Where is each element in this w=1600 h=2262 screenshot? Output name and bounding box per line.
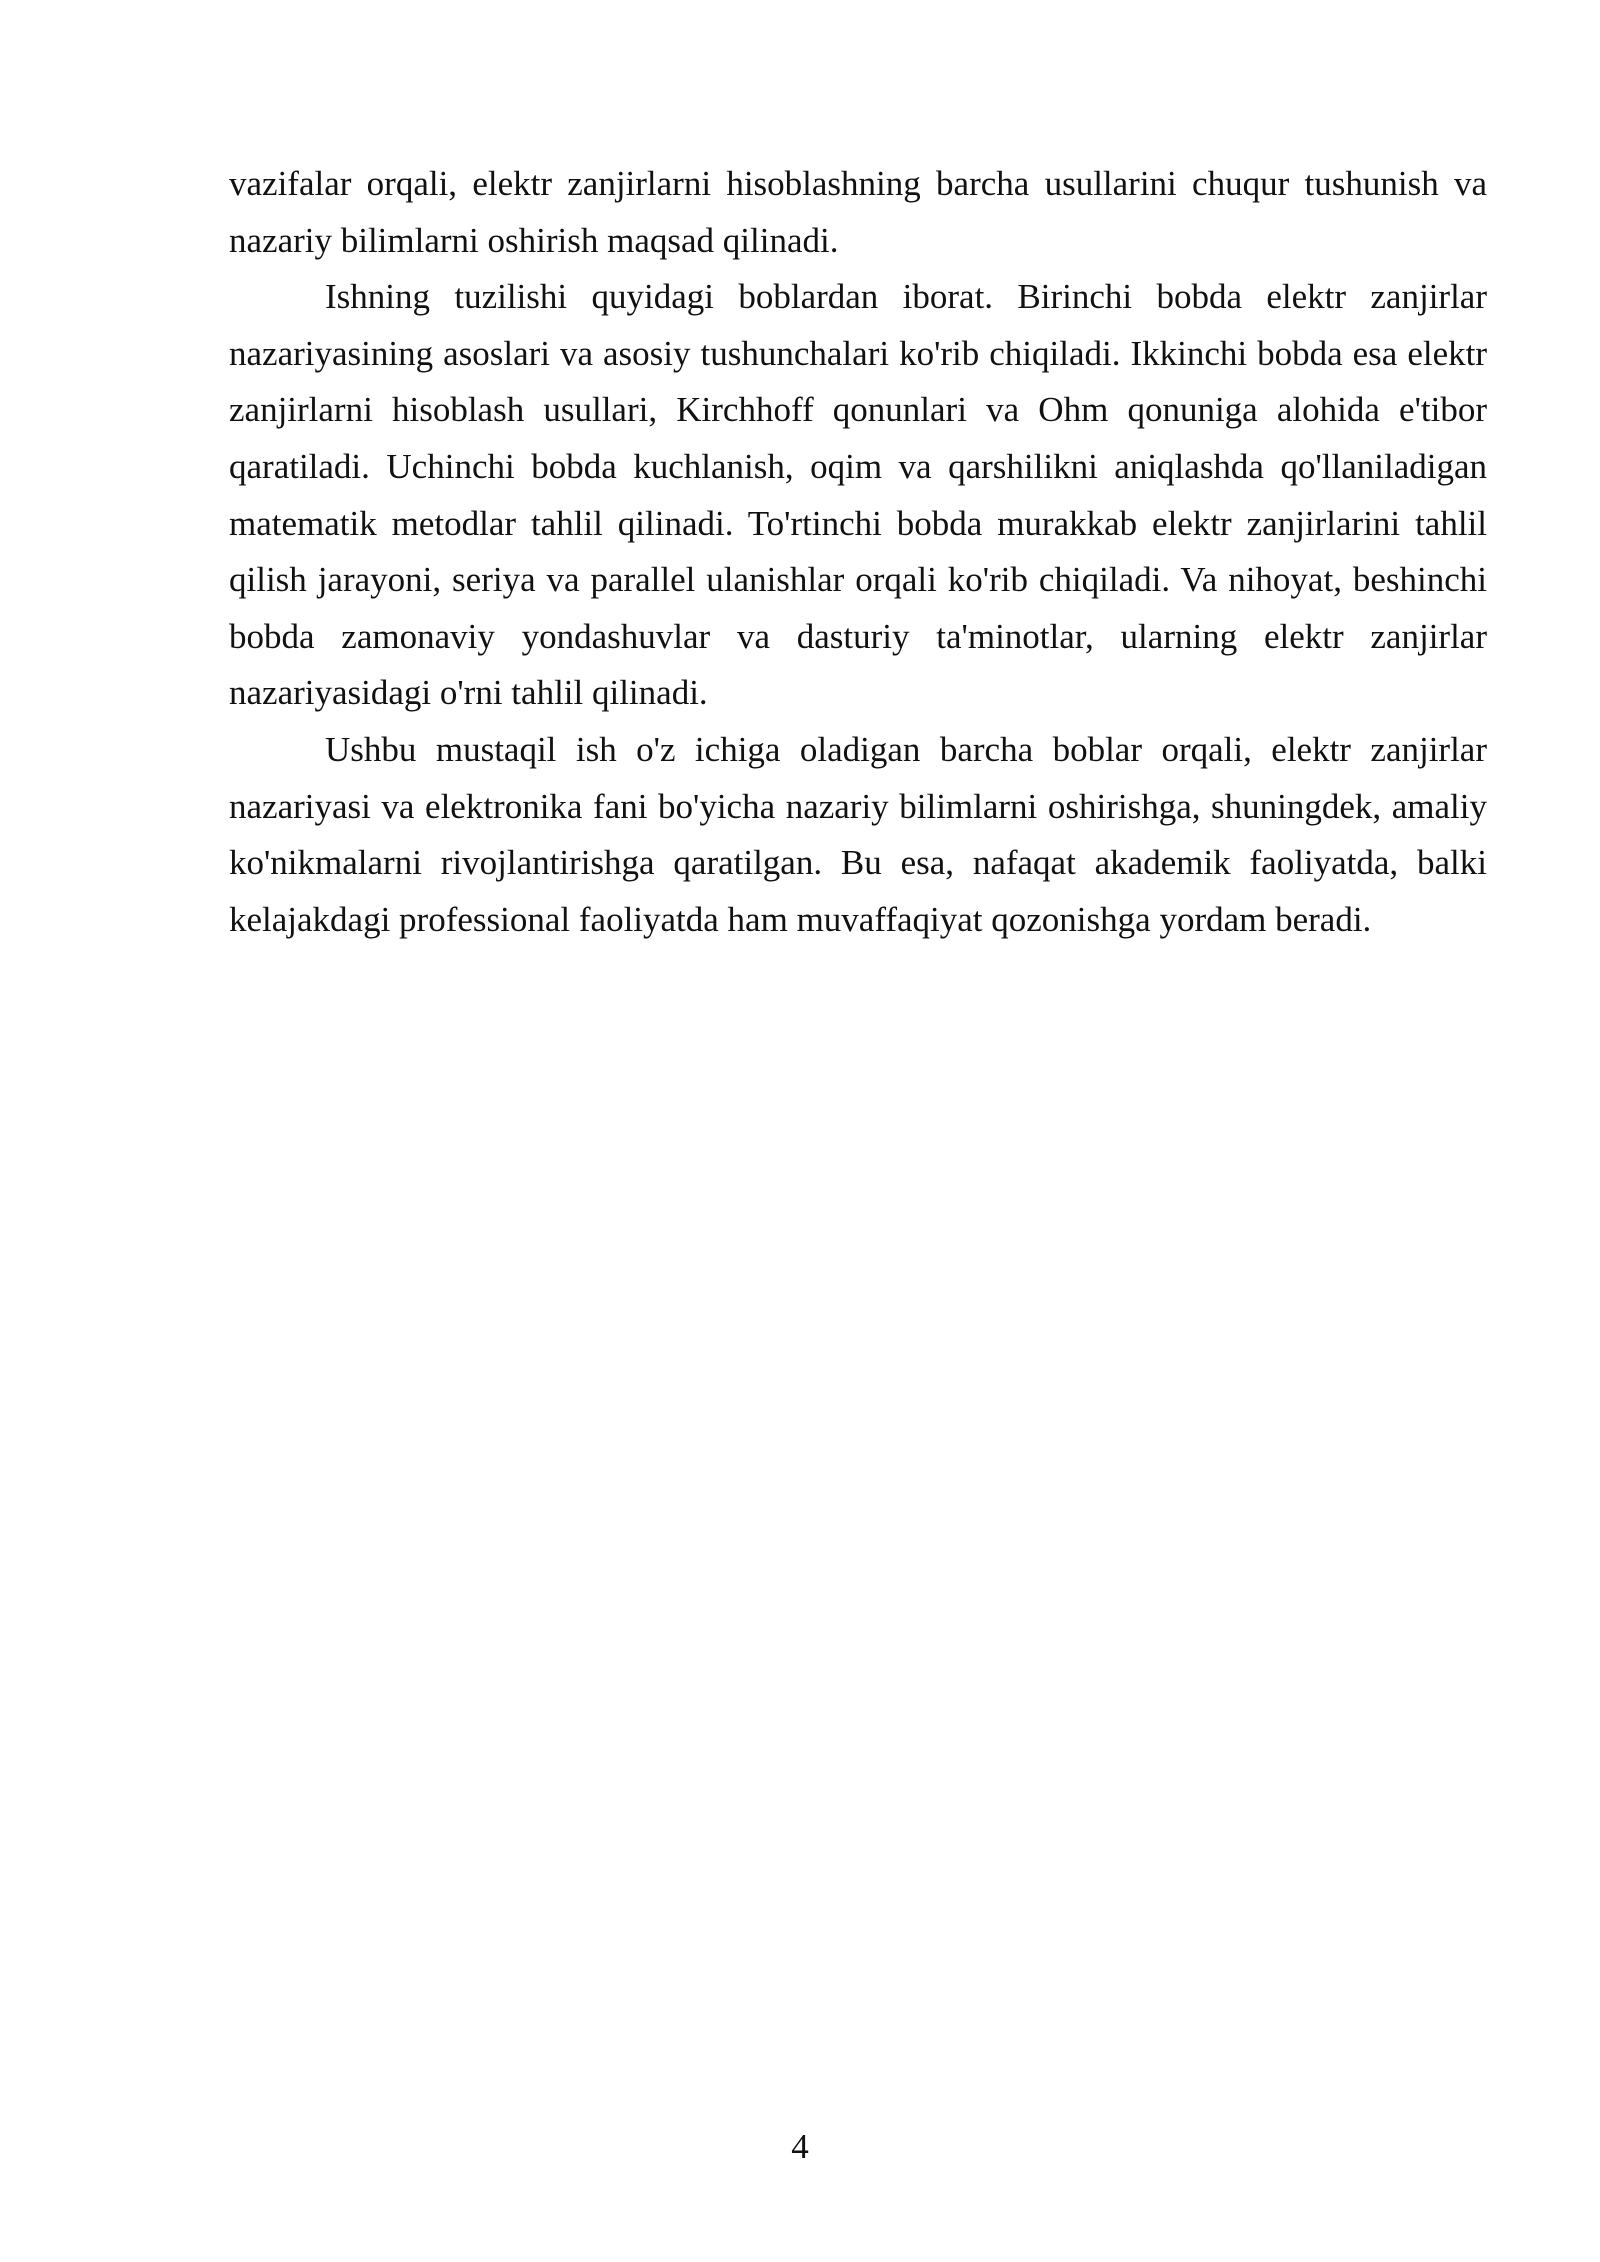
body-text [229, 156, 1487, 948]
paragraph-continuation: vazifalar orqali, elektr zanjirlarni hisoblashning barcha usullarini chuqur tushunish va nazariy bilimlarni oshirish maqsad qilinadi. [229, 164, 1487, 260]
paragraph-conclusion: Ushbu mustaqil ish o'z ichiga oladigan barcha boblar orqali, elektr zanjirlar nazariyasi va elektronika fani bo'yicha nazariy bilimlarni oshirishga, shuningdek, amaliy ko'nikmalarni rivojlantirishga qaratilgan. Bu esa, nafaqat akademik faoliyatda, balki kelajakdagi professional faoliyatda ham muvaffaqiyat qozonishga yordam beradi. [229, 729, 1487, 939]
page-number: 4 [791, 2127, 809, 2166]
paragraph-structure: Ishning tuzilishi quyidagi boblardan iborat. Birinchi bobda elektr zanjirlar nazariyasining asoslari va asosiy tushunchalari ko'rib chiqiladi. Ikkinchi bobda esa elektr zanjirlarni hisoblash usullari, Kirchhoff qonunlari va Ohm qonuniga alohida e'tibor qaratiladi. Uchinchi bobda kuchlanish, oqim va qarshilikni aniqlashda qo'llaniladigan matematik metodlar tahlil qilinadi. To'rtinchi bobda murakkab elektr zanjirlarini tahlil qilish jarayoni, seriya va parallel ulanishlar orqali ko'rib chiqiladi. Va nihoyat, beshinchi bobda zamonaviy yondashuvlar va dasturiy ta'minotlar, ularning elektr zanjirlar nazariyasidagi o'rni tahlil qilinadi. [229, 277, 1487, 713]
